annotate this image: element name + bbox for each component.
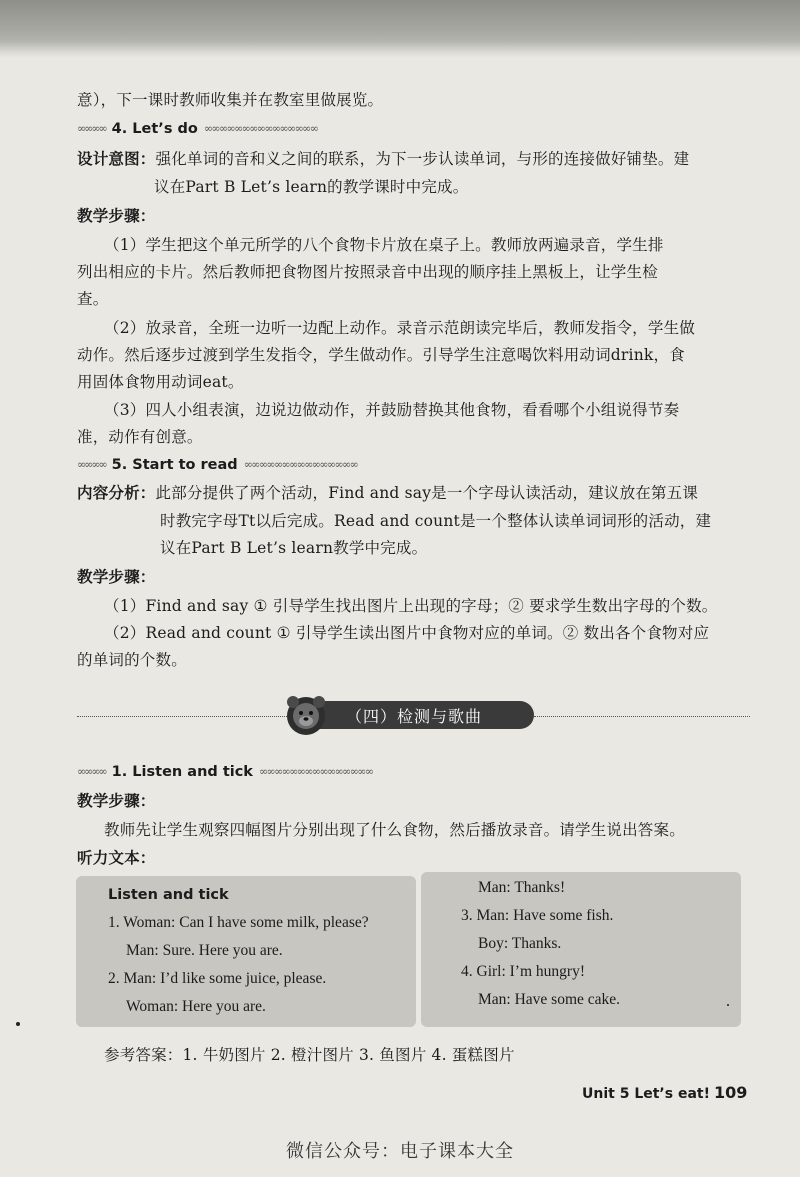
reference-answer: 参考答案：1. 牛奶图片 2. 橙汁图片 3. 鱼图片 4. 蛋糕图片 [104, 1046, 515, 1064]
section-heading-start-to-read: ∞∞∞∞ 5. Start to read ∞∞∞∞∞∞∞∞∞∞∞∞∞∞∞ [77, 457, 358, 473]
footer-unit-title: Unit 5 Let’s eat! [582, 1086, 710, 1102]
ornament-left-icon: ∞∞∞∞ [77, 458, 106, 471]
paragraph-line: 查。 [77, 290, 109, 308]
design-intent-label: 设计意图： [77, 149, 156, 168]
paragraph-line: 用固体食物用动词eat。 [77, 373, 244, 391]
steps-heading: 教学步骤： [77, 206, 156, 225]
paragraph-line: （3）四人小组表演，边说边做动作，并鼓励替换其他食物，看看哪个小组说得节奏 [104, 401, 680, 419]
script-line: Man: Thanks! [478, 879, 566, 896]
section-banner [282, 694, 534, 736]
paragraph-line: （2）放录音，全班一边听一边配上动作。录音示范朗读完毕后，教师发指令，学生做 [104, 319, 695, 337]
paragraph-line: （1）学生把这个单元所学的八个食物卡片放在桌子上。教师放两遍录音，学生排 [104, 236, 664, 254]
script-line: 3. Man: Have some fish. [461, 907, 614, 924]
ornament-right-icon: ∞∞∞∞∞∞∞∞∞∞∞∞∞∞∞ [243, 458, 358, 471]
paragraph-line: （1）Find and say ① 引导学生找出图片上出现的字母；② 要求学生数出字母的个数。 [104, 597, 718, 615]
ornament-right-icon: ∞∞∞∞∞∞∞∞∞∞∞∞∞∞∞ [258, 765, 373, 778]
ornament-left-icon: ∞∞∞∞ [77, 122, 106, 135]
script-line: 1. Woman: Can I have some milk, please? [108, 914, 369, 931]
content-analysis-text: 此部分提供了两个活动，Find and say是一个字母认读活动，建议放在第五课 [155, 484, 699, 502]
ornament-left-icon: ∞∞∞∞ [77, 765, 106, 778]
divider-right [534, 716, 750, 717]
steps-heading: 教学步骤： [77, 791, 156, 810]
script-title: Listen and tick [108, 887, 229, 903]
scan-speck [16, 1022, 20, 1026]
script-line: 4. Girl: I’m hungry! [461, 963, 585, 980]
script-line: 2. Man: I’d like some juice, please. [108, 970, 327, 987]
watermark: 微信公众号：电子课本大全 [286, 1141, 514, 1162]
paragraph-line: 意），下一课时教师收集并在教室里做展览。 [77, 91, 384, 109]
script-line: Man: Have some cake. [478, 991, 621, 1008]
listening-script-box-right [421, 872, 741, 1027]
listening-text-heading: 听力文本： [77, 848, 156, 867]
paragraph-line: （2）Read and count ① 引导学生读出图片中食物对应的单词。② 数出各个食物对应 [104, 624, 710, 642]
paragraph-line: 时教完字母Tt以后完成。Read and count是一个整体认读单词词形的活动，建 [160, 512, 712, 530]
page-footer [582, 1083, 747, 1102]
section-heading-listen-and-tick: ∞∞∞∞ 1. Listen and tick ∞∞∞∞∞∞∞∞∞∞∞∞∞∞∞ [77, 764, 373, 780]
paragraph-line: 列出相应的卡片。然后教师把食物图片按照录音中出现的顺序挂上黑板上，让学生检 [77, 263, 658, 281]
paragraph-line: 教师先让学生观察四幅图片分别出现了什么食物，然后播放录音。请学生说出答案。 [104, 821, 685, 839]
page-number: 109 [713, 1083, 748, 1102]
ornament-right-icon: ∞∞∞∞∞∞∞∞∞∞∞∞∞∞∞ [203, 122, 318, 135]
script-line: Woman: Here you are. [126, 998, 266, 1015]
top-photo-band [0, 0, 800, 58]
design-intent-text: 强化单词的音和义之间的联系，为下一步认读单词，与形的连接做好铺垫。建 [155, 150, 690, 168]
steps-heading: 教学步骤： [77, 567, 156, 586]
script-line: Boy: Thanks. [478, 935, 562, 952]
paragraph-line: 的单词的个数。 [77, 651, 187, 669]
section-heading-lets-do: ∞∞∞∞ 4. Let’s do ∞∞∞∞∞∞∞∞∞∞∞∞∞∞∞ [77, 121, 318, 137]
banner-pill [304, 701, 534, 729]
content-analysis-label: 内容分析： [77, 483, 156, 502]
content-analysis-line [77, 483, 698, 503]
paragraph-line: 动作。然后逐步过渡到学生发指令，学生做动作。引导学生注意喝饮料用动词drink，食 [77, 346, 685, 364]
paragraph-line: 准，动作有创意。 [77, 428, 203, 446]
paragraph-line: 议在Part B Let’s learn教学中完成。 [160, 539, 428, 557]
divider-left [77, 716, 287, 717]
scan-speck [727, 1004, 729, 1006]
listening-script-box-left [76, 876, 416, 1027]
script-line: Man: Sure. Here you are. [126, 942, 283, 959]
design-intent-line [77, 149, 689, 169]
bear-mascot-icon [282, 694, 330, 736]
paragraph-line: 议在Part B Let’s learn的教学课时中完成。 [154, 178, 469, 196]
banner-title: （四）检测与歌曲 [346, 707, 483, 726]
